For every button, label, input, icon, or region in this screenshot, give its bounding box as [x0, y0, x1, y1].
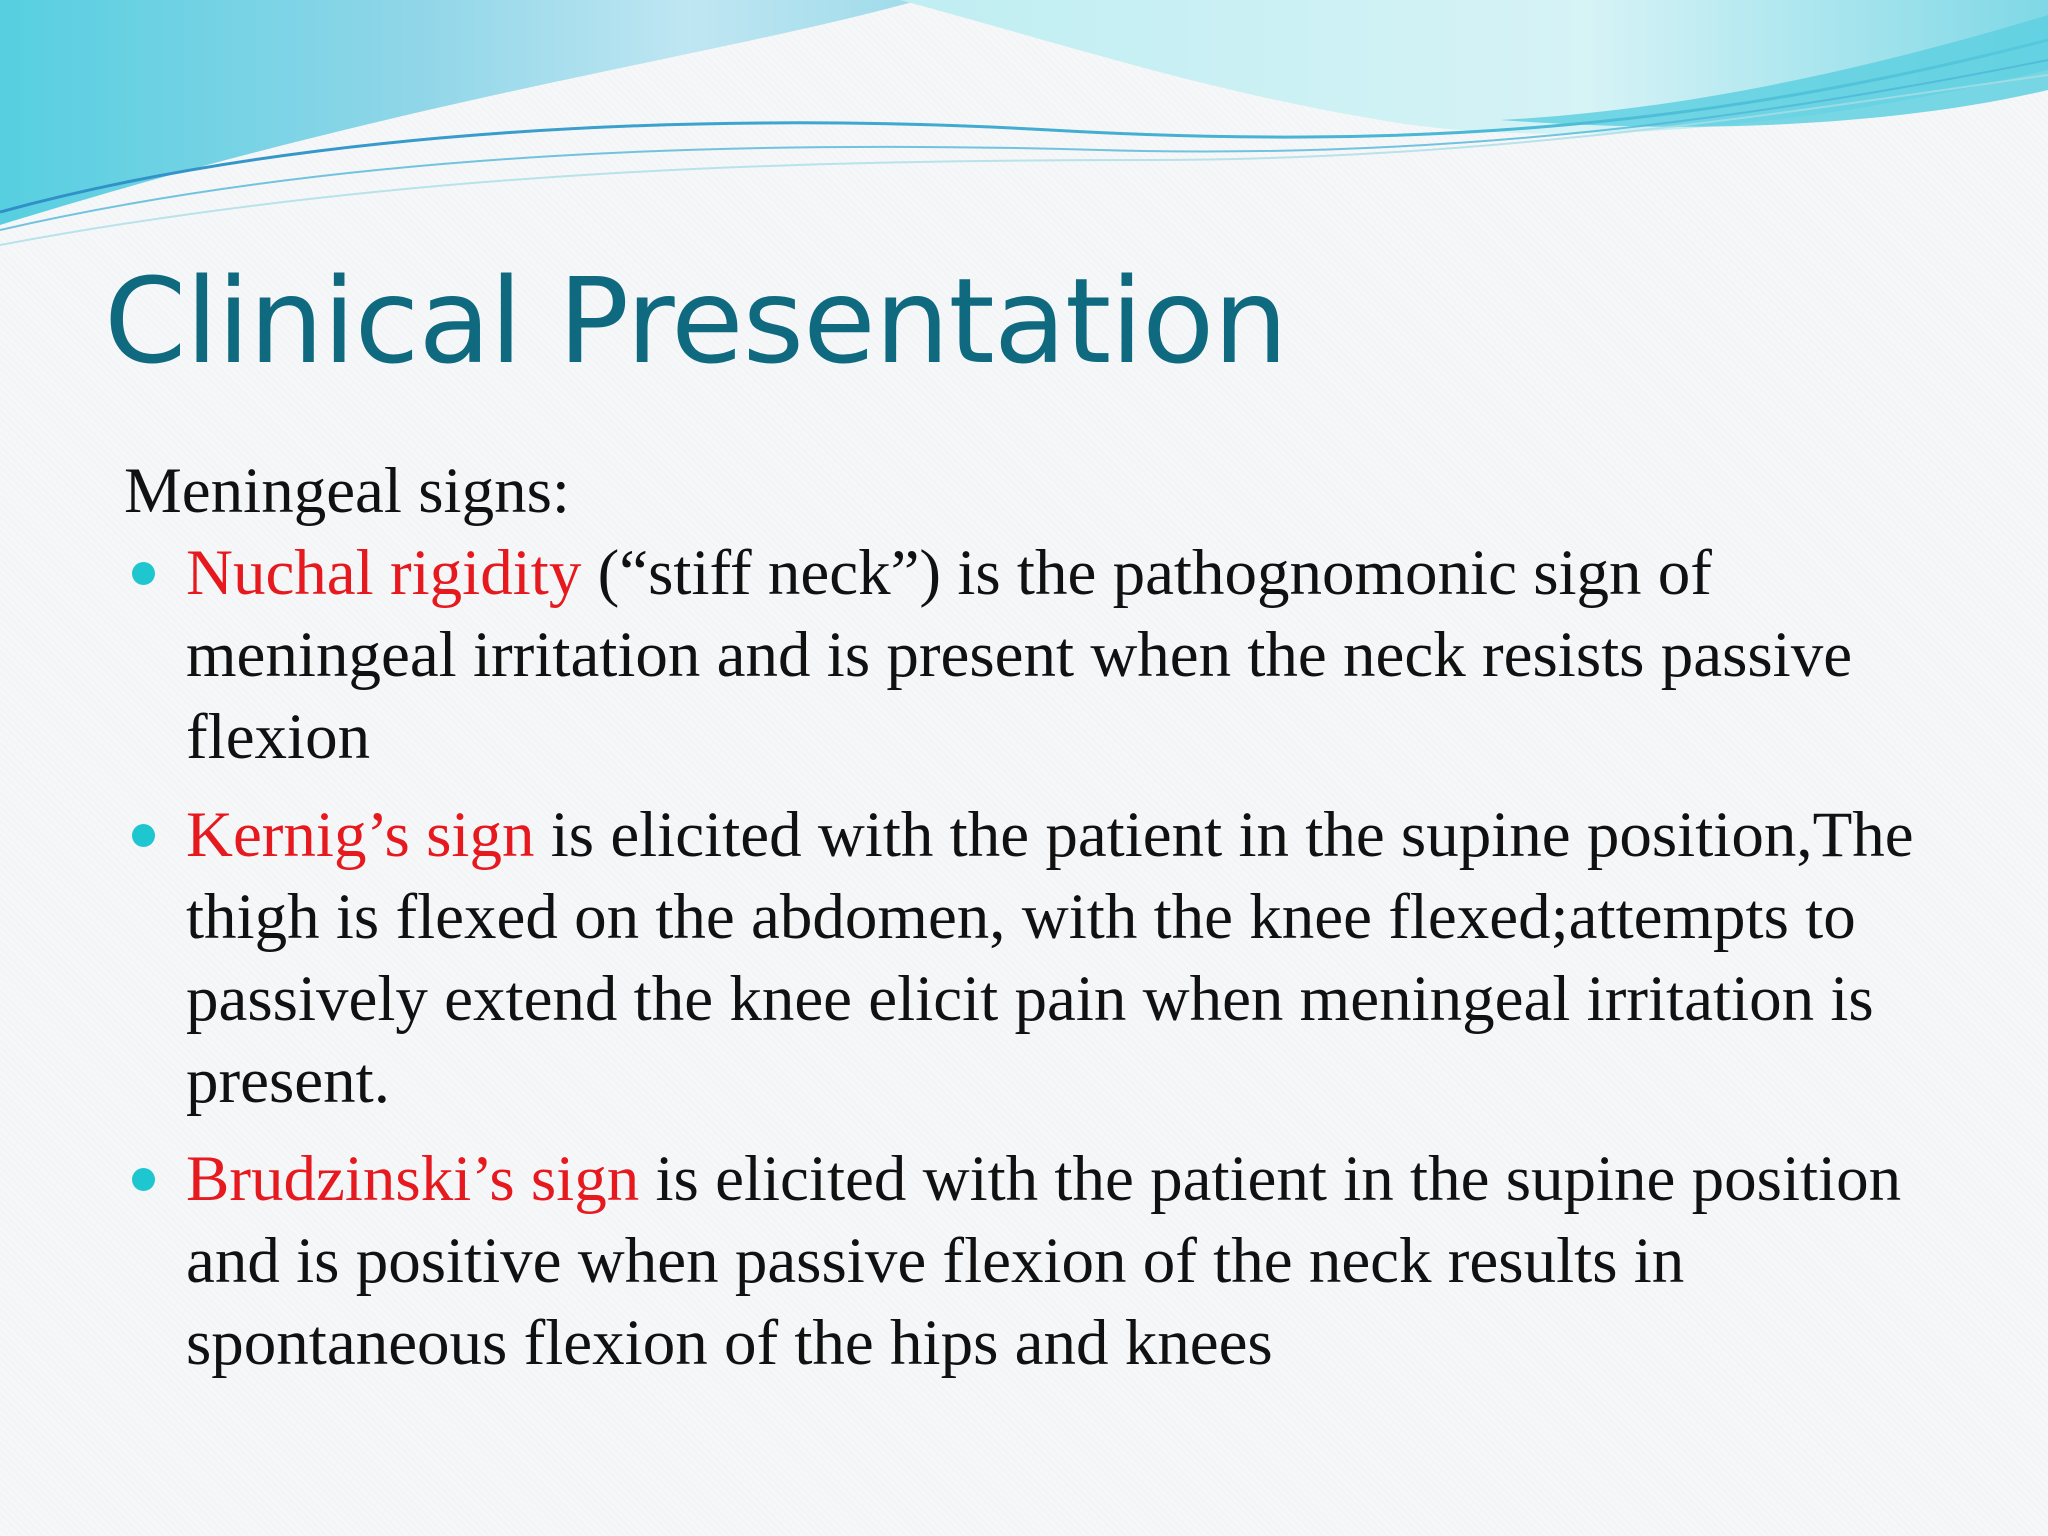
filled-circle-bullet-icon: [132, 562, 155, 585]
bullet-term: Nuchal rigidity: [186, 537, 582, 609]
bullet-list: [124, 532, 1944, 1384]
bullet-item-nuchal-rigidity: [124, 532, 1944, 778]
filled-circle-bullet-icon: [132, 1168, 155, 1191]
section-intro: Meningeal signs:: [124, 455, 570, 527]
bullet-term: Brudzinski’s sign: [186, 1143, 640, 1215]
header-wave-decoration: [0, 0, 2048, 260]
filled-circle-bullet-icon: [132, 824, 155, 847]
bullet-term: Kernig’s sign: [186, 799, 535, 871]
bullet-text: (“stiff neck”) is the pathognomonic sign of meningeal irritation and is present when the neck resists passive flexion: [186, 537, 1853, 773]
bullet-item-brudzinskis-sign: [124, 1138, 1944, 1384]
bullet-text: is elicited with the patient in the supine position and is positive when passive flexion of the neck results in spontaneous flexion of the hips and knees: [186, 1143, 1902, 1379]
slide-body: [124, 450, 1944, 1400]
bullet-item-kernigs-sign: [124, 794, 1944, 1122]
wave-band-left: [0, 0, 920, 225]
slide-title: Clinical Presentation: [104, 252, 1288, 390]
bullet-text: is elicited with the patient in the supine position,The thigh is flexed on the abdomen, with the knee flexed;attempts to passively extend the knee elicit pain when meningeal irritation is present.: [186, 799, 1914, 1117]
